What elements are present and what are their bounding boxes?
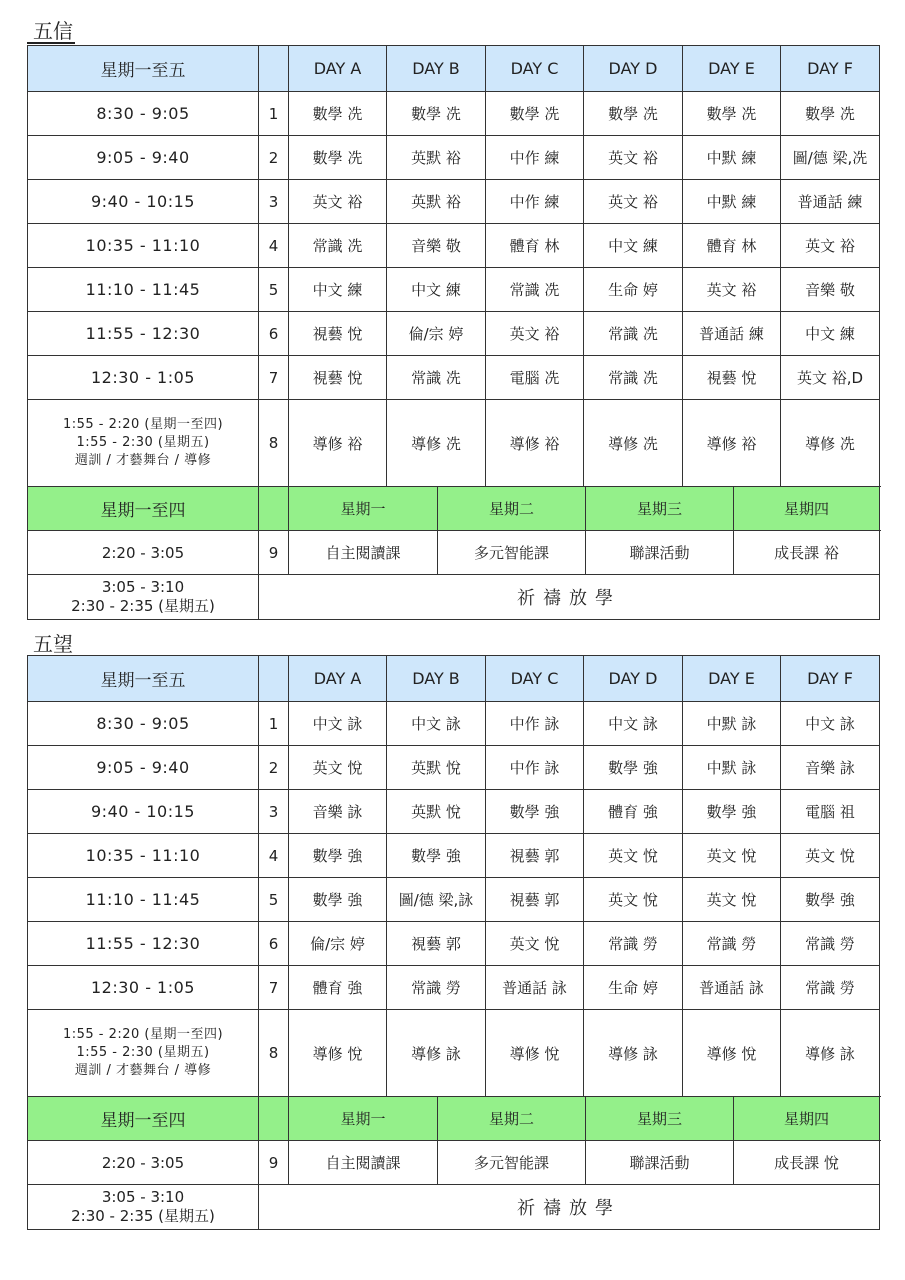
period-time: 11:55 - 12:30 [28,922,259,966]
activity-cell: 多元智能課 [438,1141,586,1184]
weekday-period-blank [259,1097,289,1141]
period-row [28,702,880,746]
lesson-cell: 導修 冼 [781,400,880,487]
period-time [28,400,259,487]
lesson-cell: 電腦 冼 [486,356,584,400]
period-9-row [28,1141,880,1185]
period-time: 10:35 - 11:10 [28,224,259,268]
lesson-cell: 中文 詠 [387,702,486,746]
activity-span [289,531,880,575]
header-day: DAY D [584,46,683,92]
day-header-row [28,46,880,92]
period-time: 2:20 - 3:05 [28,1141,259,1185]
lesson-cell: 數學 冼 [486,92,584,136]
period-number: 9 [259,1141,289,1185]
period-time: 2:20 - 3:05 [28,531,259,575]
period-row [28,92,880,136]
period-row [28,922,880,966]
period-number: 6 [259,922,289,966]
header-day: DAY E [683,656,781,702]
lesson-cell: 英文 裕 [486,312,584,356]
lesson-cell: 體育 強 [289,966,387,1010]
lesson-cell: 中文 練 [387,268,486,312]
dismissal-time [28,1185,259,1230]
activity-cell: 聯課活動 [586,531,734,574]
weekday-span [289,1097,880,1141]
lesson-cell: 視藝 悅 [683,356,781,400]
lesson-cell: 中作 練 [486,136,584,180]
lesson-cell: 體育 林 [683,224,781,268]
activity-span [289,1141,880,1185]
time-line: 週訓 / 才藝舞台 / 導修 [74,453,212,468]
lesson-cell: 視藝 悅 [289,356,387,400]
period-number: 8 [259,400,289,487]
period-time: 8:30 - 9:05 [28,702,259,746]
period-row [28,224,880,268]
activity-cell: 自主閱讀課 [289,531,438,574]
period-row [28,746,880,790]
period-row [28,180,880,224]
header-day: DAY B [387,656,486,702]
lesson-cell: 常識 勞 [781,922,880,966]
lesson-cell: 常識 勞 [683,922,781,966]
weekday-label: 星期一 [289,1097,438,1140]
lesson-cell: 導修 悅 [486,1010,584,1097]
lesson-cell: 中作 詠 [486,746,584,790]
lesson-cell: 英文 悅 [683,834,781,878]
lesson-cell: 英文 裕 [584,136,683,180]
weekday-label: 星期四 [783,1110,829,1128]
lesson-cell: 英文 悅 [683,878,781,922]
lesson-cell: 英默 裕 [387,180,486,224]
dismissal-text [259,1185,880,1230]
lesson-cell: 音樂 詠 [781,746,880,790]
period-number: 3 [259,790,289,834]
header-day: DAY B [387,46,486,92]
period-time: 9:40 - 10:15 [28,180,259,224]
lesson-cell: 數學 冼 [289,136,387,180]
header-day: DAY A [289,656,387,702]
period-time: 9:40 - 10:15 [28,790,259,834]
lesson-cell: 體育 林 [486,224,584,268]
lesson-cell: 中文 詠 [289,702,387,746]
period-row [28,268,880,312]
dismissal-row [28,1185,880,1230]
lesson-cell: 英文 悅 [584,878,683,922]
activity-cell: 成長課 悅 [774,1154,839,1172]
period-number: 3 [259,180,289,224]
lesson-cell: 數學 強 [289,878,387,922]
lesson-cell: 常識 冼 [387,356,486,400]
lesson-cell: 視藝 郭 [387,922,486,966]
lesson-cell: 數學 冼 [387,92,486,136]
lesson-cell: 數學 冼 [289,92,387,136]
header-time-label: 星期一至五 [28,656,259,702]
lesson-cell: 導修 裕 [683,400,781,487]
lesson-cell: 數學 強 [683,790,781,834]
day-header-row [28,656,880,702]
lesson-cell: 導修 裕 [289,400,387,487]
period-row [28,966,880,1010]
lesson-cell: 視藝 悅 [289,312,387,356]
lesson-cell: 音樂 敬 [387,224,486,268]
lesson-cell: 英文 裕 [584,180,683,224]
dismissal-time [28,575,259,620]
lesson-cell: 圖/德 梁,詠 [387,878,486,922]
lesson-cell: 常識 冼 [584,312,683,356]
period-number: 7 [259,356,289,400]
activity-cell: 多元智能課 [438,531,586,574]
dismissal-text [259,575,880,620]
weekday-label: 星期三 [586,487,734,530]
header-period-blank [259,46,289,92]
lesson-cell: 數學 強 [781,878,880,922]
period-row [28,790,880,834]
lesson-cell: 生命 婷 [584,966,683,1010]
lesson-cell: 圖/德 梁,冼 [781,136,880,180]
lesson-cell: 倫/宗 婷 [387,312,486,356]
lesson-cell: 中文 詠 [584,702,683,746]
lesson-cell: 中文 詠 [781,702,880,746]
lesson-cell: 電腦 祖 [781,790,880,834]
timetable-table [27,655,880,1230]
activity-cell: 自主閱讀課 [289,1141,438,1184]
lesson-cell: 英文 裕 [781,224,880,268]
lesson-cell: 音樂 敬 [781,268,880,312]
period-row [28,312,880,356]
header-day: DAY F [781,46,880,92]
time-line: 1:55 - 2:30 (星期五) [76,1045,210,1060]
lesson-cell: 常識 勞 [781,966,880,1010]
lesson-cell: 導修 悅 [683,1010,781,1097]
lesson-cell: 導修 悅 [289,1010,387,1097]
period-time: 9:05 - 9:40 [28,746,259,790]
header-day: DAY E [683,46,781,92]
period-number: 1 [259,92,289,136]
lesson-cell: 英文 裕 [289,180,387,224]
time-line: 2:30 - 2:35 (星期五) [71,597,215,615]
header-period-blank [259,656,289,702]
lesson-cell: 中文 練 [289,268,387,312]
weekday-label: 星期三 [586,1097,734,1140]
header-day: DAY F [781,656,880,702]
lesson-cell: 生命 婷 [584,268,683,312]
period-8-row [28,400,880,487]
header-day: DAY D [584,656,683,702]
lesson-cell: 數學 強 [486,790,584,834]
class-name: 五望 [27,633,75,657]
period-time: 11:55 - 12:30 [28,312,259,356]
lesson-cell: 普通話 詠 [683,966,781,1010]
lesson-cell: 英文 悅 [584,834,683,878]
lesson-cell: 數學 強 [584,746,683,790]
lesson-cell: 常識 冼 [584,356,683,400]
period-number: 5 [259,878,289,922]
lesson-cell: 英默 悅 [387,746,486,790]
header-time-label: 星期一至五 [28,46,259,92]
lesson-cell: 體育 強 [584,790,683,834]
period-number: 8 [259,1010,289,1097]
time-line: 2:30 - 2:35 (星期五) [71,1207,215,1225]
lesson-cell: 英文 悅 [781,834,880,878]
period-time [28,1010,259,1097]
weekday-header-row [28,487,880,531]
period-row [28,136,880,180]
lesson-cell: 中默 練 [683,136,781,180]
period-number: 2 [259,746,289,790]
lesson-cell: 中作 詠 [486,702,584,746]
lesson-cell: 視藝 郭 [486,878,584,922]
lesson-cell: 數學 冼 [781,92,880,136]
lesson-cell: 英文 裕 [683,268,781,312]
timetable-table [27,45,880,620]
lesson-cell: 常識 勞 [387,966,486,1010]
period-row [28,356,880,400]
period-time: 11:10 - 11:45 [28,878,259,922]
lesson-cell: 中默 詠 [683,702,781,746]
lesson-cell: 常識 勞 [584,922,683,966]
header-day: DAY C [486,46,584,92]
weekday-span [289,487,880,531]
time-line: 1:55 - 2:20 (星期一至四) [62,1027,224,1042]
header-day: DAY A [289,46,387,92]
lesson-cell: 視藝 郭 [486,834,584,878]
period-number: 4 [259,834,289,878]
lesson-cell: 英文 裕,D [781,356,880,400]
weekday-time-label: 星期一至四 [28,1097,259,1141]
lesson-cell: 英默 裕 [387,136,486,180]
period-number: 4 [259,224,289,268]
dismissal-label: 祈禱放學 [517,1198,621,1219]
period-time: 10:35 - 11:10 [28,834,259,878]
lesson-cell: 普通話 練 [781,180,880,224]
period-number: 7 [259,966,289,1010]
period-8-row [28,1010,880,1097]
lesson-cell: 倫/宗 婷 [289,922,387,966]
lesson-cell: 英默 悅 [387,790,486,834]
weekday-header-row [28,1097,880,1141]
time-line: 1:55 - 2:30 (星期五) [76,435,210,450]
lesson-cell: 常識 冼 [289,224,387,268]
weekday-label: 星期二 [438,1097,586,1140]
lesson-cell: 數學 強 [387,834,486,878]
lesson-cell: 中文 練 [781,312,880,356]
period-time: 12:30 - 1:05 [28,966,259,1010]
lesson-cell: 數學 冼 [584,92,683,136]
weekday-time-label: 星期一至四 [28,487,259,531]
time-line: 週訓 / 才藝舞台 / 導修 [74,1063,212,1078]
lesson-cell: 中作 練 [486,180,584,224]
weekday-period-blank [259,487,289,531]
weekday-label: 星期一 [289,487,438,530]
period-row [28,878,880,922]
class-name: 五信 [27,20,75,44]
activity-cell: 成長課 裕 [774,544,839,562]
lesson-cell: 音樂 詠 [289,790,387,834]
lesson-cell: 中默 練 [683,180,781,224]
lesson-cell: 普通話 詠 [486,966,584,1010]
lesson-cell: 普通話 練 [683,312,781,356]
time-line: 3:05 - 3:10 [101,1188,185,1206]
period-time: 12:30 - 1:05 [28,356,259,400]
period-row [28,834,880,878]
period-time: 11:10 - 11:45 [28,268,259,312]
dismissal-label: 祈禱放學 [517,588,621,609]
lesson-cell: 常識 冼 [486,268,584,312]
period-number: 5 [259,268,289,312]
period-time: 9:05 - 9:40 [28,136,259,180]
lesson-cell: 英文 悅 [486,922,584,966]
lesson-cell: 導修 裕 [486,400,584,487]
period-number: 6 [259,312,289,356]
period-number: 9 [259,531,289,575]
dismissal-row [28,575,880,620]
period-number: 2 [259,136,289,180]
lesson-cell: 導修 詠 [584,1010,683,1097]
period-time: 8:30 - 9:05 [28,92,259,136]
weekday-label: 星期二 [438,487,586,530]
lesson-cell: 數學 強 [289,834,387,878]
weekday-label: 星期四 [783,500,829,518]
time-line: 3:05 - 3:10 [101,578,185,596]
time-line: 1:55 - 2:20 (星期一至四) [62,417,224,432]
activity-cell: 聯課活動 [586,1141,734,1184]
lesson-cell: 導修 冼 [584,400,683,487]
period-9-row [28,531,880,575]
lesson-cell: 數學 冼 [683,92,781,136]
lesson-cell: 導修 詠 [387,1010,486,1097]
lesson-cell: 導修 冼 [387,400,486,487]
lesson-cell: 中文 練 [584,224,683,268]
period-number: 1 [259,702,289,746]
lesson-cell: 英文 悅 [289,746,387,790]
header-day: DAY C [486,656,584,702]
lesson-cell: 中默 詠 [683,746,781,790]
lesson-cell: 導修 詠 [781,1010,880,1097]
